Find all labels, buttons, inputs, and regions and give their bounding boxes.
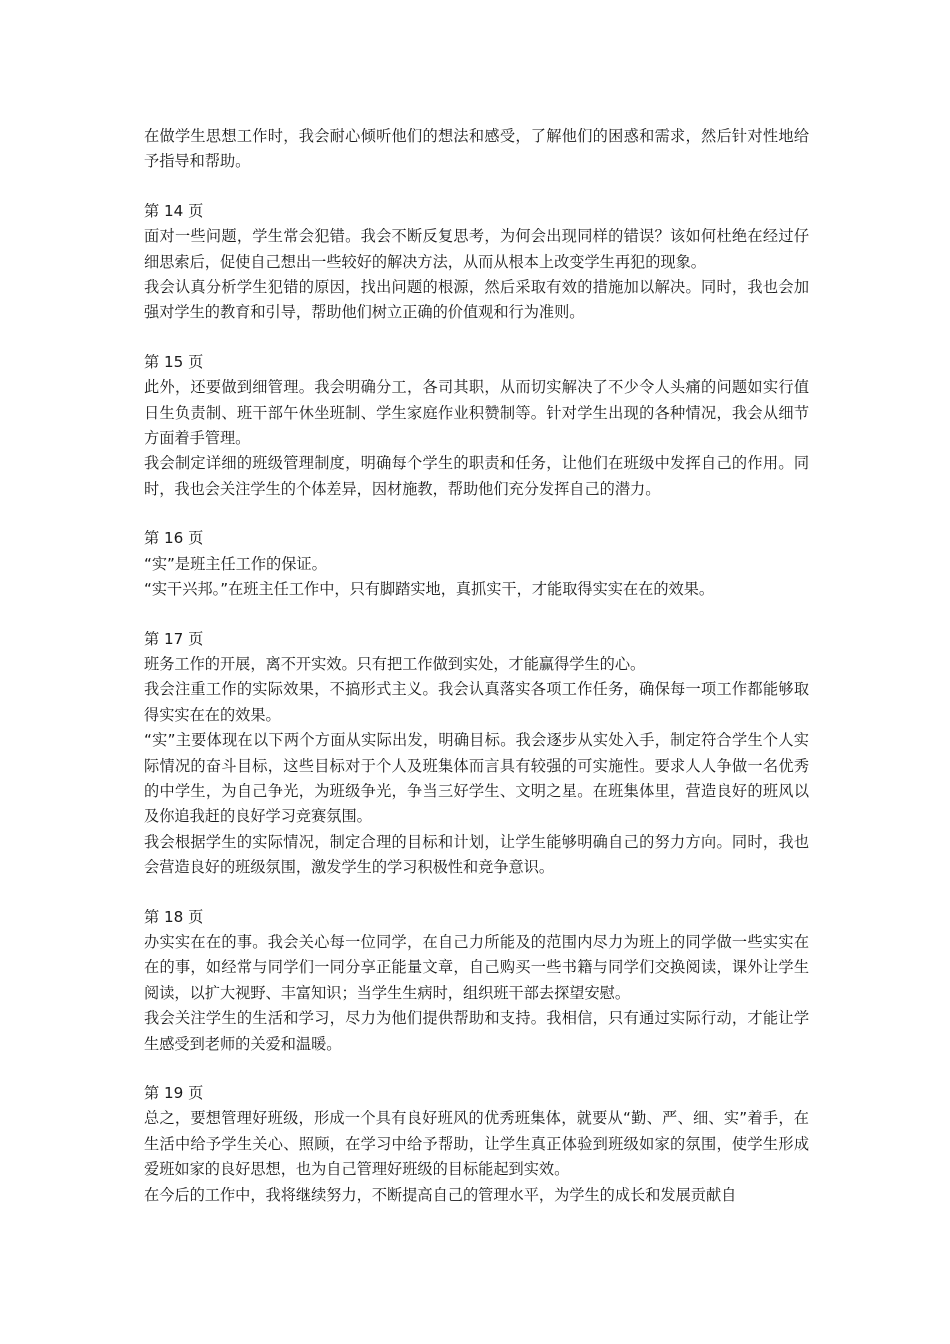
- paragraph: 在做学生思想工作时，我会耐心倾听他们的想法和感受，了解他们的困惑和需求，然后针对性地给予指导和帮助。: [144, 127, 809, 171]
- section-page-17: [144, 627, 809, 881]
- page-number-label: 第 17 页: [144, 629, 204, 648]
- paragraph: 在今后的工作中，我将继续努力，不断提高自己的管理水平，为学生的成长和发展贡献自: [144, 1185, 737, 1204]
- paragraph: “实”主要体现在以下两个方面从实际出发，明确目标。我会逐步从实处入手，制定符合学生个人实际情况的奋斗目标，这些目标对于个人及班集体而言具有较强的可实施性。要求人人争做一名优秀的中学生，为自己争光，为班级争光，争当三好学生、文明之星。在班集体里，营造良好的班风以及你追我赶的良好学习竞赛氛围。: [144, 731, 809, 826]
- paragraph: 我会关注学生的生活和学习，尽力为他们提供帮助和支持。我相信，只有通过实际行动，才能让学生感受到老师的关爱和温暖。: [144, 1009, 809, 1053]
- paragraph: 办实实在在的事。我会关心每一位同学，在自己力所能及的范围内尽力为班上的同学做一些实实在在的事，如经常与同学们一同分享正能量文章，自己购买一些书籍与同学们交换阅读，课外让学生阅读，以扩大视野、丰富知识；当学生生病时，组织班干部去探望安慰。: [144, 932, 809, 1002]
- page-number-label: 第 18 页: [144, 907, 204, 926]
- paragraph: 班务工作的开展，离不开实效。只有把工作做到实处，才能赢得学生的心。: [144, 654, 646, 673]
- page-number-label: 第 16 页: [144, 529, 204, 548]
- paragraph: 此外，还要做到细管理。我会明确分工，各司其职，从而切实解决了不少令人头痛的问题如实行值日生负责制、班干部午休坐班制、学生家庭作业积赞制等。针对学生出现的各种情况，我会从细节方面着手管理。: [144, 378, 809, 448]
- page-number-label: 第 19 页: [144, 1084, 204, 1102]
- section-page-14: [144, 199, 809, 326]
- paragraph: 总之，要想管理好班级，形成一个具有良好班风的优秀班集体，就要从“勤、严、细、实”着手，在生活中给予学生关心、照顾，在学习中给予帮助，让学生真正体验到班级如家的氛围，使学生形成爱班如家的良好思想，也为自己管理好班级的目标能起到实效。: [144, 1109, 809, 1179]
- paragraph: 我会制定详细的班级管理制度，明确每个学生的职责和任务，让他们在班级中发挥自己的作用。同时，我也会关注学生的个体差异，因材施教，帮助他们充分发挥自己的潜力。: [144, 454, 809, 498]
- paragraph: 面对一些问题，学生常会犯错。我会不断反复思考，为何会出现同样的错误？该如何杜绝在经过仔细思索后，促使自己想出一些较好的解决方法，从而从根本上改变学生再犯的现象。: [144, 227, 809, 271]
- paragraph: 我会根据学生的实际情况，制定合理的目标和计划，让学生能够明确自己的努力方向。同时，我也会营造良好的班级氛围，激发学生的学习积极性和竞争意识。: [144, 832, 809, 877]
- paragraph: “实”是班主任工作的保证。: [144, 554, 327, 573]
- paragraph: 我会认真分析学生犯错的原因，找出问题的根源，然后采取有效的措施加以解决。同时，我也会加强对学生的教育和引导，帮助他们树立正确的价值观和行为准则。: [144, 278, 809, 322]
- paragraph: “实干兴邦。”在班主任工作中，只有脚踏实地，真抓实干，才能取得实实在在的效果。: [144, 580, 715, 599]
- paragraph: 我会注重工作的实际效果，不搞形式主义。我会认真落实各项工作任务，确保每一项工作都能够取得实实在在的效果。: [144, 680, 809, 724]
- section-page-18: [144, 905, 809, 1057]
- page-number-label: 第 15 页: [144, 352, 204, 371]
- section-page-19: [144, 1081, 809, 1208]
- page-number-label: 第 14 页: [144, 201, 204, 220]
- document-page: [144, 124, 809, 1232]
- section-page-15: [144, 350, 809, 502]
- section-page-16: [144, 526, 809, 602]
- section-intro: [144, 124, 809, 175]
